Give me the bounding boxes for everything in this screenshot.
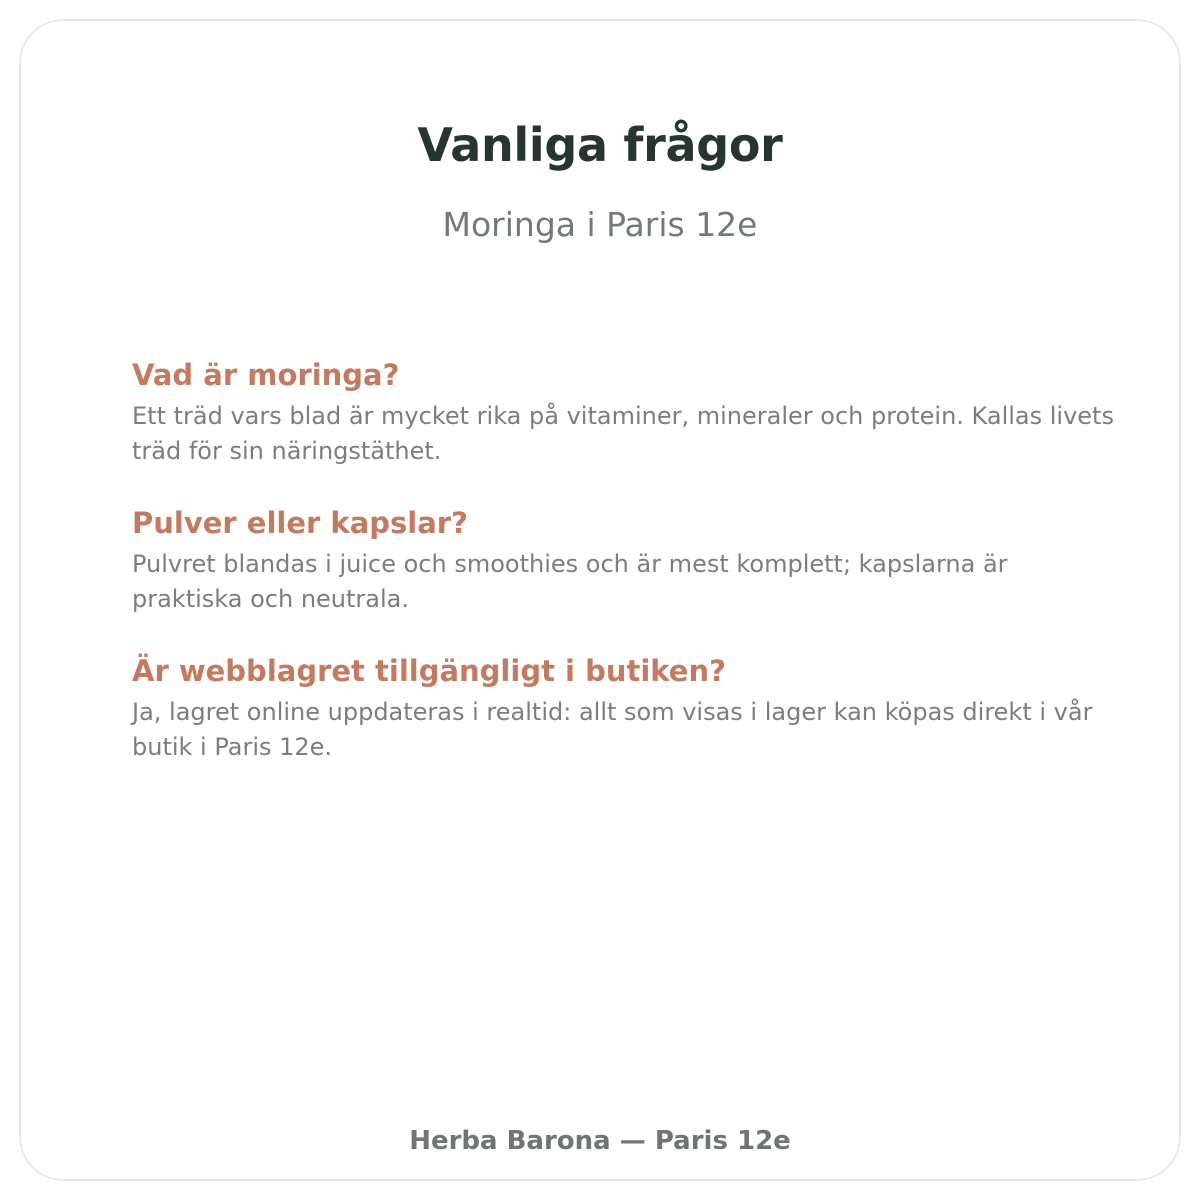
faq-card (19, 19, 1181, 1181)
faq-answer: Ja, lagret online uppdateras i realtid: allt som visas i lager kan köpas direkt i vår butik i Paris 12e. (132, 698, 1093, 761)
faq-item (132, 651, 1122, 765)
faq-item (132, 503, 1122, 617)
faq-item (132, 355, 1122, 469)
faq-question: Vad är moringa? (132, 358, 400, 392)
faq-question: Är webblagret tillgängligt i butiken? (132, 654, 726, 688)
page-title: Vanliga frågor (417, 118, 783, 172)
page-subtitle: Moringa i Paris 12e (442, 205, 758, 244)
faq-answer: Pulvret blandas i juice och smoothies och är mest komplett; kapslarna är praktiska och neutrala. (132, 550, 1008, 613)
faq-question: Pulver eller kapslar? (132, 506, 468, 540)
faq-answer: Ett träd vars blad är mycket rika på vitaminer, mineraler och protein. Kallas livets träd för sin näringstäthet. (132, 402, 1114, 465)
footer-brand: Herba Barona — Paris 12e (409, 1126, 791, 1156)
faq-list (132, 355, 1122, 799)
